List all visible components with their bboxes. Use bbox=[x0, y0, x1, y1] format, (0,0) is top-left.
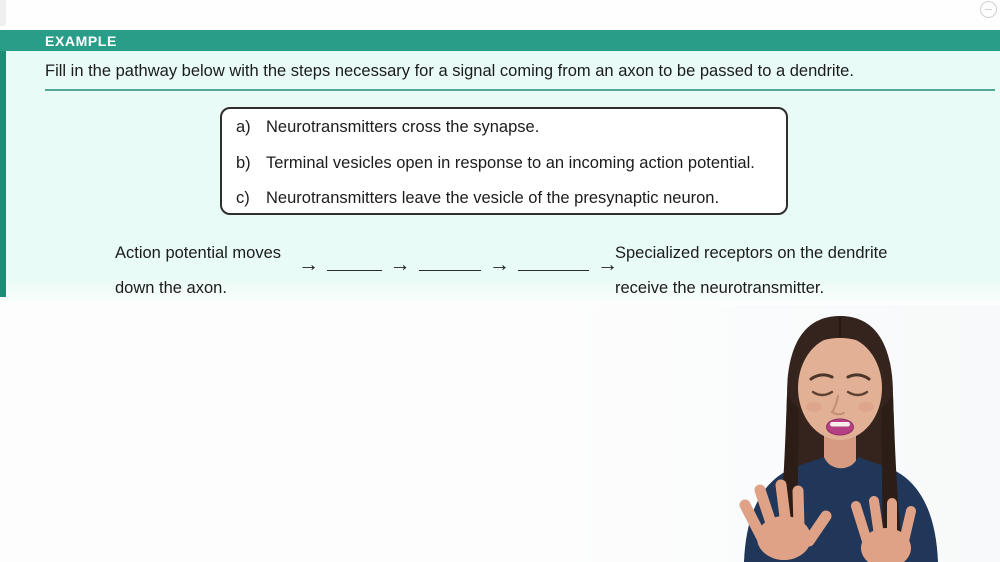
option-letter: a) bbox=[236, 118, 251, 136]
arrow-icon: → bbox=[298, 253, 319, 276]
pathway-end-text bbox=[615, 236, 915, 306]
pathway-start-line1: Action potential moves bbox=[115, 244, 282, 262]
arrow-icon: → bbox=[389, 253, 411, 276]
example-label: EXAMPLE bbox=[45, 32, 117, 49]
option-text: Terminal vesicles open in response to an incoming action potential. bbox=[266, 153, 755, 172]
option-letter: c) bbox=[236, 189, 250, 207]
pathway-end-line1: Specialized receptors on the dendrite bbox=[615, 244, 888, 262]
pathway-start-text bbox=[115, 236, 300, 306]
pathway-start-line2: down the axon. bbox=[115, 279, 227, 297]
options-box bbox=[220, 107, 788, 215]
instructor-cheek bbox=[858, 402, 874, 412]
option-row-a bbox=[236, 118, 786, 154]
pathway-blank-1 bbox=[327, 247, 382, 271]
arrow-icon: → bbox=[488, 253, 510, 276]
instructor-lips bbox=[827, 419, 854, 435]
option-text: Neurotransmitters cross the synapse. bbox=[266, 118, 540, 136]
option-text: Neurotransmitters leave the vesicle of the presynaptic neuron. bbox=[266, 189, 720, 207]
arrow-icon: → bbox=[597, 253, 618, 276]
pathway-arrow-chain bbox=[298, 247, 618, 281]
pathway-end-line2: receive the neurotransmitter. bbox=[615, 279, 825, 297]
left-accent-strip bbox=[0, 51, 6, 297]
question-underline bbox=[45, 89, 995, 91]
example-header-bar bbox=[0, 30, 1000, 51]
instructor-illustration bbox=[700, 300, 1000, 562]
option-letter: b) bbox=[236, 153, 251, 172]
instructor-teeth bbox=[830, 422, 850, 427]
corner-badge-icon bbox=[980, 1, 997, 18]
instructor-cheek bbox=[806, 402, 822, 412]
slide-content-area bbox=[0, 51, 1000, 305]
question-text: Fill in the pathway below with the steps necessary for a signal coming from an axon to be passed to a dendrite. bbox=[45, 62, 854, 80]
pathway-blank-3 bbox=[518, 247, 589, 271]
option-row-c bbox=[236, 189, 786, 225]
instructor-palm bbox=[757, 516, 811, 560]
option-row-b bbox=[236, 154, 786, 190]
scroll-edge-mark bbox=[0, 0, 6, 26]
top-strip bbox=[0, 0, 1000, 30]
pathway-blank-2 bbox=[419, 247, 481, 271]
